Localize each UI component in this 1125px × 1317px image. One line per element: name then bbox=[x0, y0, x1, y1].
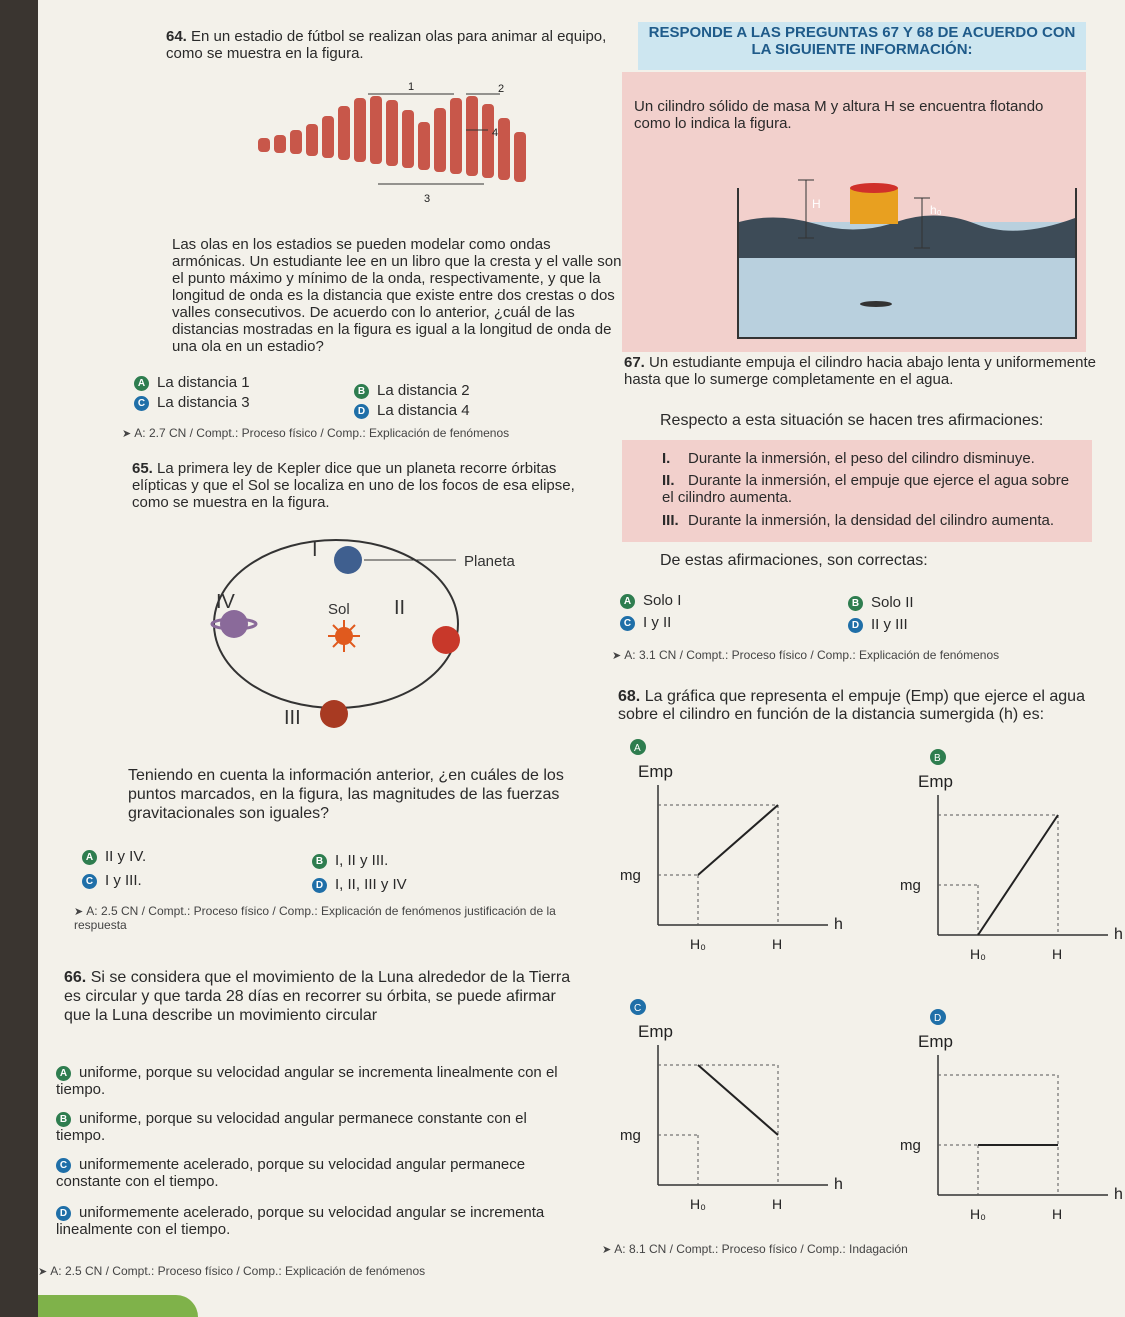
q65-option-d[interactable]: D I, II, III y IV bbox=[312, 876, 407, 893]
graph-c-mg-tick: mg bbox=[620, 1127, 641, 1144]
q65-stem: La primera ley de Kepler dice que un planeta recorre órbitas elípticas y que el Sol se localiza en uno de los focos de esa elipse, como se muestra en la figura. bbox=[132, 460, 575, 511]
option-b-badge: B bbox=[354, 384, 369, 399]
statement-iii: III. Durante la inmersión, la densidad del cilindro aumenta. bbox=[662, 512, 1055, 529]
q68-number: 68. bbox=[618, 688, 641, 705]
graph-d-mg-tick: mg bbox=[900, 1137, 921, 1154]
q65-number: 65. bbox=[132, 460, 153, 477]
graph-d-H-tick: H bbox=[1052, 1206, 1063, 1222]
q67-number: 67. bbox=[624, 354, 645, 371]
q66-stem-block bbox=[64, 968, 574, 1025]
graph-a-H-tick: H bbox=[772, 936, 783, 952]
graph-a-xlabel: h bbox=[834, 916, 843, 933]
q64-option-b[interactable]: B La distancia 2 bbox=[354, 382, 470, 399]
q64-option-d[interactable]: D La distancia 4 bbox=[354, 402, 470, 419]
q67-meta: ➤ A: 3.1 CN / Compt.: Proceso físico / Comp.: Explicación de fenómenos bbox=[612, 648, 1092, 662]
label-iv: IV bbox=[216, 591, 235, 613]
q65-stem-block bbox=[132, 460, 602, 511]
q67-stem: Un estudiante empuja el cilindro hacia abajo lenta y uniformemente hasta que lo sumerge completamente en el agua. bbox=[624, 354, 1096, 388]
wave-label-2: 2 bbox=[498, 83, 505, 95]
stadium-wave-figure bbox=[248, 80, 548, 210]
label-planeta: Planeta bbox=[464, 553, 515, 570]
graph-d-letter: D bbox=[934, 1013, 942, 1024]
graph-b-mg-tick: mg bbox=[900, 877, 921, 894]
graph-b-ylabel: Emp bbox=[918, 772, 953, 791]
graph-c-H-tick: H bbox=[772, 1196, 783, 1212]
q67-statements-box bbox=[622, 440, 1092, 542]
label-H: H bbox=[812, 197, 821, 211]
info-box bbox=[622, 72, 1086, 352]
q66-stem: Si se considera que el movimiento de la Luna alrededor de la Tierra es circular y que tarda 28 días en recorrer su órbita, se puede afirmar que la Luna describe un movimiento circular bbox=[64, 969, 571, 1024]
graph-c-series-line bbox=[698, 1065, 778, 1135]
label-i: I bbox=[312, 539, 318, 561]
label-ii: II bbox=[394, 597, 406, 619]
workbook-page bbox=[38, 0, 1125, 1317]
q64-meta: ➤ A: 2.7 CN / Compt.: Proceso físico / Comp.: Explicación de fenómenos bbox=[122, 426, 602, 440]
label-h0: h₀ bbox=[930, 203, 942, 217]
q65-option-a[interactable]: A II y IV. bbox=[82, 848, 146, 865]
option-c-badge: C bbox=[134, 396, 149, 411]
q66-option-a[interactable]: A uniforme, porque su velocidad angular se incrementa linealmente con el tiempo. bbox=[56, 1064, 558, 1098]
graph-d-h0-tick: H₀ bbox=[970, 1206, 986, 1222]
q67-option-d[interactable]: D II y III bbox=[848, 616, 908, 633]
graph-a-series-line bbox=[698, 805, 778, 875]
q68-stem-block bbox=[618, 688, 1098, 724]
q65-meta: ➤ A: 2.5 CN / Compt.: Proceso físico / Comp.: Explicación de fenómenos justificación de la respuesta bbox=[74, 904, 574, 932]
planet-iv bbox=[220, 610, 248, 638]
statement-i: I. Durante la inmersión, el peso del cilindro disminuye. bbox=[662, 450, 1035, 467]
q65-option-c[interactable]: C I y III. bbox=[82, 872, 142, 889]
graph-c-xlabel: h bbox=[834, 1176, 843, 1193]
q66-option-b[interactable]: B uniforme, porque su velocidad angular permanece constante con el tiempo. bbox=[56, 1110, 527, 1144]
q68-graphs bbox=[598, 735, 1123, 1255]
q67-question: De estas afirmaciones, son correctas: bbox=[660, 552, 928, 569]
info-header: RESPONDE A LAS PREGUNTAS 67 Y 68 DE ACUERDO CON LA SIGUIENTE INFORMACIÓN: bbox=[638, 22, 1086, 70]
q64-number: 64. bbox=[166, 28, 187, 45]
statement-ii: II. Durante la inmersión, el empuje que ejerce el agua sobre el cilindro aumenta. bbox=[662, 472, 1070, 506]
q68-meta: ➤ A: 8.1 CN / Compt.: Proceso físico / Comp.: Indagación bbox=[602, 1242, 1082, 1256]
q68-stem: La gráfica que representa el empuje (Emp) que ejerce el agua sobre el cilindro en función de la distancia sumergida (h) es: bbox=[618, 688, 1085, 723]
q66-number: 66. bbox=[64, 969, 87, 986]
wave-label-1: 1 bbox=[408, 81, 415, 93]
q67-option-a[interactable]: A Solo I bbox=[620, 592, 681, 609]
kepler-orbit-figure bbox=[208, 532, 515, 732]
q65-option-b[interactable]: B I, II y III. bbox=[312, 852, 388, 869]
planet-iii bbox=[320, 700, 348, 728]
graph-d-xlabel: h bbox=[1114, 1186, 1123, 1203]
graph-a-ylabel: Emp bbox=[638, 762, 673, 781]
q67-option-b[interactable]: B Solo II bbox=[848, 594, 914, 611]
planet-ii bbox=[432, 626, 460, 654]
wave-label-3: 3 bbox=[424, 193, 431, 205]
graph-a-h0-tick: H₀ bbox=[690, 936, 706, 952]
graph-b-xlabel: h bbox=[1114, 926, 1123, 943]
q65-question: Teniendo en cuenta la información anterior, ¿en cuáles de los puntos marcados, en la figura, las magnitudes de las fuerzas gravitacionales son iguales? bbox=[128, 767, 564, 822]
graph-d-ylabel: Emp bbox=[918, 1032, 953, 1051]
graph-c-ylabel: Emp bbox=[638, 1022, 673, 1041]
q67-lead: Respecto a esta situación se hacen tres afirmaciones: bbox=[660, 412, 1044, 429]
option-d-badge: D bbox=[354, 404, 369, 419]
planet-i bbox=[334, 546, 362, 574]
info-text: Un cilindro sólido de masa M y altura H se encuentra flotando como lo indica la figura. bbox=[634, 98, 1044, 132]
q64-option-c[interactable]: C La distancia 3 bbox=[134, 394, 250, 411]
graph-a-mg-tick: mg bbox=[620, 867, 641, 884]
graph-b-h0-tick: H₀ bbox=[970, 946, 986, 962]
q64-body: Las olas en los estadios se pueden modelar como ondas armónicas. Un estudiante lee en un libro que la cresta y el valle son el punto máximo y mínimo de la onda, respectivamente, y que la longitud de onda es la distancia que existe entre dos crestas o dos valles consecutivos. De acuerdo con lo anterior, ¿cuál de las distancias mostradas en la figura es igual a la longitud de onda de una ola en un estadio? bbox=[172, 236, 622, 355]
graph-b-series-line bbox=[978, 815, 1058, 935]
q66-option-c[interactable]: C uniformemente acelerado, porque su velocidad angular permanece constante con el tiempo. bbox=[56, 1156, 526, 1190]
graph-b-H-tick: H bbox=[1052, 946, 1063, 962]
graph-c-h0-tick: H₀ bbox=[690, 1196, 706, 1212]
floating-cylinder-figure bbox=[736, 178, 1086, 350]
q64-option-a[interactable]: A La distancia 1 bbox=[134, 374, 250, 391]
q66-meta: ➤ A: 2.5 CN / Compt.: Proceso físico / Comp.: Explicación de fenómenos bbox=[38, 1264, 558, 1278]
label-iii: III bbox=[284, 707, 301, 729]
label-sol: Sol bbox=[328, 601, 350, 618]
page-corner-decoration bbox=[38, 1295, 198, 1317]
q67-stem-block bbox=[624, 354, 1104, 388]
graph-a-letter: A bbox=[634, 743, 641, 754]
option-a-badge: A bbox=[134, 376, 149, 391]
q64-stem-block bbox=[166, 28, 646, 62]
q64-stem: En un estadio de fútbol se realizan olas para animar al equipo, como se muestra en la figura. bbox=[166, 28, 607, 62]
wave-label-4: 4 bbox=[492, 127, 499, 139]
q66-option-d[interactable]: D uniformemente acelerado, porque su velocidad angular se incrementa linealmente con el tiempo. bbox=[56, 1204, 545, 1238]
graph-b-letter: B bbox=[934, 753, 941, 764]
graph-c-letter: C bbox=[634, 1003, 642, 1014]
cylinder bbox=[850, 188, 898, 224]
q67-option-c[interactable]: C I y II bbox=[620, 614, 671, 631]
